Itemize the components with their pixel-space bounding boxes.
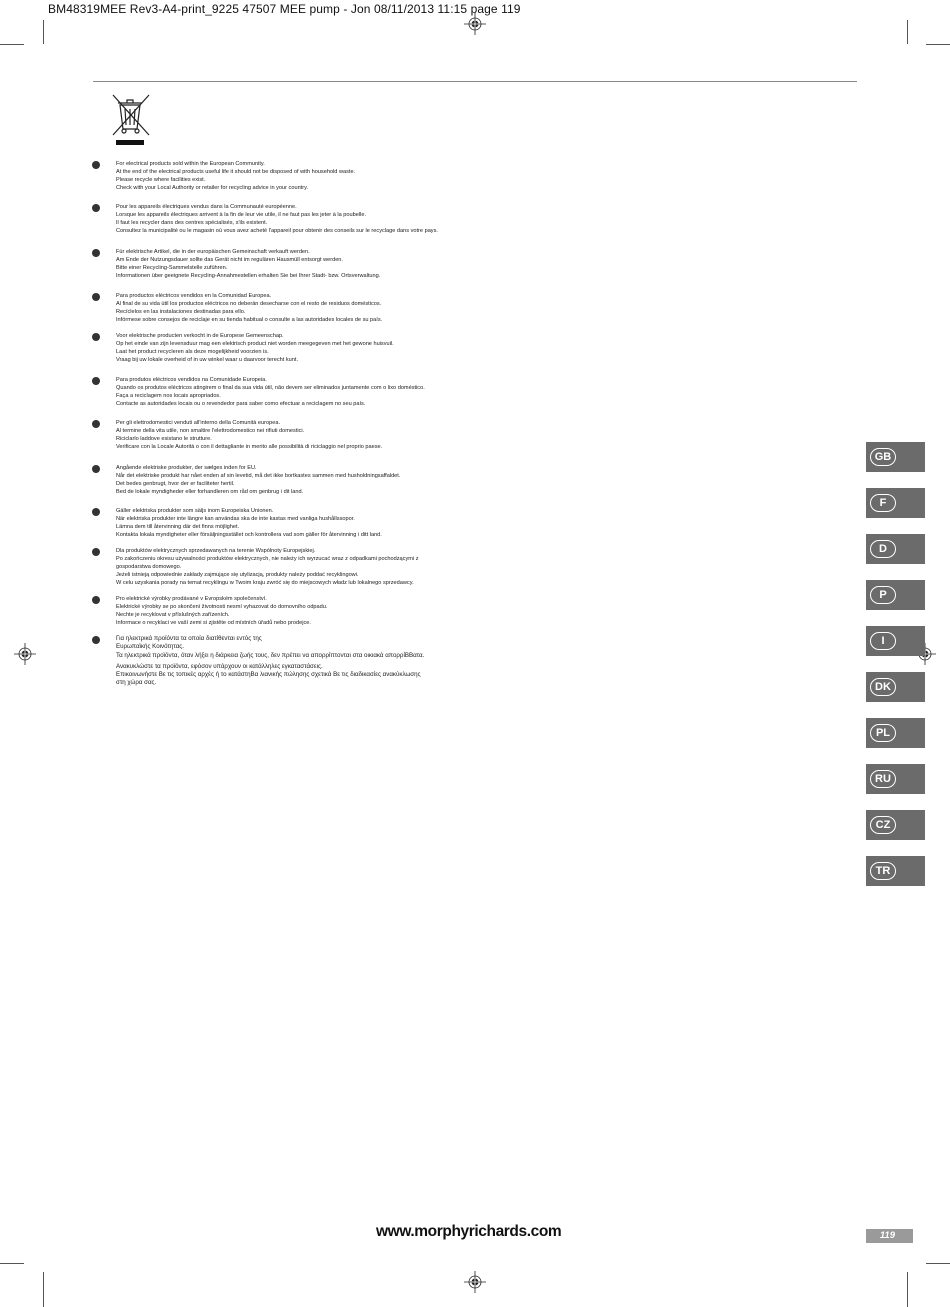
notice-line: När elektriska produkter inte längre kan användas ska de inte kastas med vanliga hushållssopor.: [116, 516, 355, 522]
notice-line: Bed de lokale myndigheder eller forhandleren om råd om genbrug i dit land.: [116, 489, 304, 495]
language-marker-icon: [92, 333, 100, 341]
language-tab-label: TR: [870, 862, 896, 880]
language-tab-cz[interactable]: [866, 810, 925, 840]
notice-line: Επικοινωνήστε Bε τις τοπικές αρχές ή το κατάστηBα λιανικής πώλησης σχετικά Bε τις διαδικασίες ανακύκλωσης: [116, 671, 421, 679]
notice-text: [116, 507, 476, 539]
language-marker-icon: [92, 377, 100, 385]
website-url: www.morphyrichards.com: [376, 1223, 562, 1240]
notice-line: στη χώρα σας.: [116, 679, 157, 687]
notice-line: Voor elektrische producten verkocht in de Europese Gemeenschap.: [116, 333, 284, 339]
notice-line: Angående elektriske produkter, der sælges inden for EU.: [116, 465, 257, 471]
language-tab-pl[interactable]: [866, 718, 925, 748]
notice-line: Quando os produtos eléctricos atingirem o final da sua vida útil, não devem ser eliminados juntamente com o lixo doméstico.: [116, 385, 425, 391]
notice-line: Τα ηλεκτρικά προϊόντα, όταν λήξει η διάρκεια ζωής τους, δεν πρέπει να απορρίπτονται στα οικιακά απορρίBBατα.: [116, 651, 425, 659]
language-tab-dk[interactable]: [866, 672, 925, 702]
notice-line: Ανακυκλώστε τα προϊόντα, εφόσον υπάρχουν οι κατάλληλες εγκαταστάσεις.: [116, 662, 323, 670]
notice-line: Am Ende der Nutzungsdauer sollte das Gerät nicht im regulären Hausmüll entsorgt werden.: [116, 257, 343, 263]
notice-text: [116, 419, 476, 451]
notice-line: Riciclarlo laddove esistano le strutture.: [116, 436, 212, 442]
notice-text: [116, 464, 476, 496]
language-tab-label: DK: [870, 678, 896, 696]
language-tab-p[interactable]: [866, 580, 925, 610]
language-marker-icon: [92, 548, 100, 556]
language-tab-label: P: [870, 586, 896, 604]
language-tab-label: F: [870, 494, 896, 512]
language-tab-label: GB: [870, 448, 896, 466]
language-marker-icon: [92, 596, 100, 604]
notice-line: For electrical products sold within the European Community.: [116, 161, 265, 167]
notice-line: Contacte as autoridades locais ou o revendedor para saber como efectuar a reciclagem no seu país.: [116, 401, 366, 407]
language-tab-gb[interactable]: [866, 442, 925, 472]
notice-line: Bitte einer Recycling-Sammelstelle zuführen.: [116, 265, 228, 271]
notice-line: Jeżeli istnieją odpowiednie zakłady zajmujące się utylizacją, produkty należy poddać recyklingowi.: [116, 572, 359, 578]
language-marker-icon: [92, 465, 100, 473]
page-number-box: [866, 1229, 913, 1243]
language-marker-icon: [92, 420, 100, 428]
notice-line: Al termine della vita utile, non smaltire l'elettrodomestico nei rifiuti domestici.: [116, 428, 305, 434]
notice-line: Gäller elektriska produkter som säljs inom Europeiska Unionen.: [116, 508, 274, 514]
language-tab-f[interactable]: [866, 488, 925, 518]
notice-line: Für elektrische Artikel, die in der europäischen Gemeinschaft verkauft werden.: [116, 249, 310, 255]
language-marker-icon: [92, 636, 100, 644]
language-tab-label: PL: [870, 724, 896, 742]
language-tab-d[interactable]: [866, 534, 925, 564]
notice-line: Consultez la municipalité ou le magasin où vous avez acheté l'appareil pour obtenir des conseils sur le recyclage dans votre pays.: [116, 228, 438, 234]
notice-line: Lorsque les appareils électriques arrivent à la fin de leur vie utile, il ne faut pas les jeter à la poubelle.: [116, 212, 366, 218]
notice-line: Ευρωπαϊκής Κοινότητας.: [116, 643, 184, 651]
notice-text: [116, 595, 476, 627]
notice-line: Vraag bij uw lokale overheid of in uw winkel waar u daarvoor terecht kunt.: [116, 357, 298, 363]
notice-line: Informace o recyklaci ve vaší zemi si zjistěte od místních úřadů nebo prodejce.: [116, 620, 311, 626]
notice-line: Para productos eléctricos vendidos en la Comunidad Europea.: [116, 293, 272, 299]
notice-line: Per gli elettrodomestici venduti all'interno della Comunità europea.: [116, 420, 280, 426]
language-tab-label: RU: [870, 770, 896, 788]
notice-line: Lämna dem till återvinning där det finns möjlighet.: [116, 524, 240, 530]
notice-line: Po zakończeniu okresu używalności produktów elektrycznych, nie należy ich wyrzucać wraz z odpadkami pochodzącymi z: [116, 556, 419, 562]
language-tab-label: I: [870, 632, 896, 650]
language-marker-icon: [92, 204, 100, 212]
page-number: 119: [879, 1230, 895, 1241]
notice-line: Infórmese sobre consejos de reciclaje en su tienda habitual o consulte a las autoridades locales de su país.: [116, 317, 383, 323]
notice-line: Para produtos eléctricos vendidos na Comunidade Europeia.: [116, 377, 267, 383]
notice-text: [116, 292, 476, 324]
notice-text: [116, 547, 476, 587]
language-marker-icon: [92, 161, 100, 169]
notice-line: Verificare con la Locale Autorità o con il dettagliante in merito alle possibilità di riciclaggio nel proprio paese.: [116, 444, 383, 450]
notice-line: Kontakta lokala myndigheter eller försäljningsstället och kontrollera vad som gäller för återvinning i ditt land.: [116, 532, 382, 538]
notice-line: Recíclelos en las instalaciones destinadas para ello.: [116, 309, 246, 315]
notice-line: Laat het product recycleren als deze mogelijkheid voorzien is.: [116, 349, 269, 355]
notice-text: [116, 203, 476, 235]
notice-line: Il faut les recycler dans des centres spécialisés, s'ils existent.: [116, 220, 268, 226]
notice-line: Når det elektriske produkt har nået enden af sin levetid, må det ikke bortkastes sammen med husholdningsaffaldet.: [116, 473, 401, 479]
notice-text: [116, 376, 476, 408]
notice-line: Det bedes genbrugt, hvor der er faciliteter hertil.: [116, 481, 235, 487]
notice-line: Dla produktów elektrycznych sprzedawanych na terenie Wspólnoty Europejskiej.: [116, 548, 316, 554]
notice-text: [116, 332, 476, 364]
language-tab-tr[interactable]: [866, 856, 925, 886]
notice-text: [116, 160, 476, 192]
notice-line: Pour les appareils électriques vendus dans la Communauté européenne.: [116, 204, 297, 210]
notice-line: Faça a reciclagem nos locais apropriados.: [116, 393, 221, 399]
notice-line: At the end of the electrical products useful life it should not be disposed of with household waste.: [116, 169, 356, 175]
language-marker-icon: [92, 293, 100, 301]
notice-text: [116, 635, 476, 688]
language-tab-i[interactable]: [866, 626, 925, 656]
notice-line: Elektrické výrobky se po skončení životnosti nesmí vyhazovat do domovního odpadu.: [116, 604, 328, 610]
notice-line: Al final de su vida útil los productos eléctricos no deberán desecharse con el resto de residuos domésticos.: [116, 301, 382, 307]
notice-text: [116, 248, 476, 280]
print-slug-header: BM48319MEE Rev3-A4-print_9225 47507 MEE pump - Jon 08/11/2013 11:15 page 119: [48, 2, 521, 16]
language-marker-icon: [92, 508, 100, 516]
notice-line: Please recycle where facilities exist.: [116, 177, 206, 183]
language-tab-label: D: [870, 540, 896, 558]
language-marker-icon: [92, 249, 100, 257]
notice-line: W celu uzyskania porady na temat recyklingu w Twoim kraju zwróć się do miejscowych władz lub lokalnego sprzedawcy.: [116, 580, 414, 586]
notice-line: Informationen über geeignete Recycling-Annahmestellen erhalten Sie bei Ihrer Stadt- bzw. Ortsverwaltung.: [116, 273, 381, 279]
language-tab-ru[interactable]: [866, 764, 925, 794]
notice-line: gospodarstwa domowego.: [116, 564, 182, 570]
notice-line: Nechte je recyklovat v příslušných zařízeních.: [116, 612, 230, 618]
notice-line: Op het einde van zijn levensduur mag een elektrisch product niet worden meegegeven met het gewone huisvuil.: [116, 341, 394, 347]
notice-line: Για ηλεκτρικά προϊόντα τα οποία διατίθενται εντός της: [116, 635, 262, 642]
notice-line: Check with your Local Authority or retailer for recycling advice in your country.: [116, 185, 309, 191]
language-tab-label: CZ: [870, 816, 896, 834]
notice-line: Pro elektrické výrobky prodávané v Evropském společenství.: [116, 596, 267, 602]
